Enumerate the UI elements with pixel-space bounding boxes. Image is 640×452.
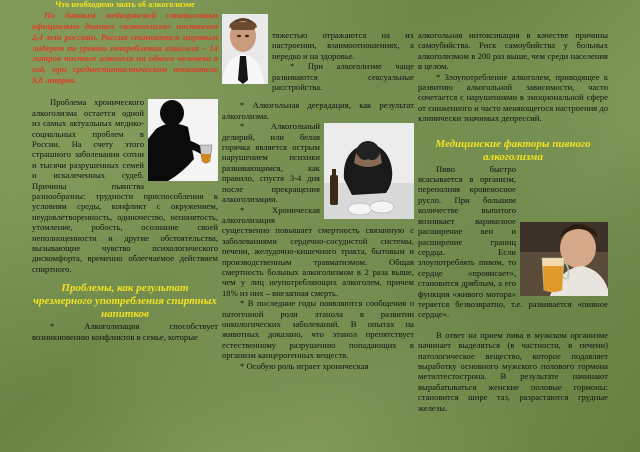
column-2	[222, 0, 414, 452]
special-role-paragraph: * Особую роль играет хроническая	[240, 360, 369, 371]
silhouette-drawing	[148, 99, 218, 181]
silhouette-man-with-glass-photo	[148, 99, 218, 181]
sexual-disorders-paragraph: * При алкоголизме чаще развиваются сексуальные расстройства.	[272, 61, 414, 93]
beer-factors-section-title: Медицинские факторы пивного алкоголизма	[435, 137, 591, 163]
degradation-paragraph: * Алкогольная деградация, как результат алкоголизма.	[222, 100, 414, 121]
alcoholism-problem-paragraph: Проблема хронического алкоголизма остается одной из самых актуальных медико-социальных проблем в России. На счету этого страшного заболевания сотни и тысячи разрушенных семей и искалеченных судеб. Причины пьянства разнообразны: трудности приспособления к условиям среды, конфликт с окружением, неудовлетворенность, одиночество, непонятость, утомление, робость, осознание своей неполноценности и другие обстоятельства, вызывающие чувство психологического дискомфорта, временно облегчаемое действием спиртного.	[32, 97, 218, 274]
head-in-hands-drawing	[324, 123, 414, 219]
delirium-paragraph: * Алкогольный делирий, или белая горячка является острым нарушением психики развивающимся, как правило, спустя 3-4 дня после прекращения алкоголизации.	[222, 121, 320, 205]
mortality-paragraph: * Хроническая алкоголизация существенно повышает смертность связанную с заболеваниями сердечно-сосудистой системы, печени, желудочно-кишечного тракта, бытовым и производственным травматизмом. Общая смертность больных алкоголизмом в 2 раза выше, чем у лиц неупотребляющих алкоголем, причем 18% из них – внезапная смерть.	[222, 204, 414, 298]
suicide-paragraph: алкогольная интоксикация в качестве причины самоубийства. Риск самоубийства у больных алкоголизмом в 200 раз выше, чем среди населения в целом.	[418, 30, 608, 72]
beer-heart-paragraph: Пиво быстро всасывается в организм, переполняя кровеносное русло. При большом количестве выпитого возникает варикозное расширение вен и расширение границ сердца. Если злоупотреблять пивом, то сердце «провисает», становится дряблым, а его функция «живого мотора» теряется безвозвратно, т.е. развивается «пивное сердце».	[418, 163, 608, 320]
man-head-in-hands-photo	[324, 123, 414, 219]
intro-statistics: По данным медицинской статистики официально диагноз «алкоголизм» поставлен 2,4 млн россиян. Россия становится мировым лидером по уровню потребления алкоголя – 14 литров чистого алкоголя на одного человека в год, при среднестатистическом показателе 9,8 литров.	[32, 10, 218, 85]
young-man-in-tie-photo	[222, 14, 268, 84]
mood-relationships-paragraph: тяжестью отражаются на их настроении, взаимоотношениях, а нередко и на здоровье.	[272, 30, 414, 61]
problems-section-title: Проблемы, как результат чрезмерного употребления спиртных напитков	[33, 282, 217, 321]
family-conflicts-paragraph: * Алкоголизация способствует возникновению конфликтов в семье, которые	[32, 321, 218, 342]
beer-hormones-paragraph: В ответ на прием пива в мужском организме начинает выделяться (в частности, в печени) патологическое вещество, которое подавляет выработку основного мужского полового гормона метилтестострона. В результате начинают вырабатываться женские половые гормоны: становится шире таз, разрастаются грудные железы.	[418, 329, 608, 413]
young-man-drawing	[222, 14, 268, 84]
beer-drinker-drawing	[520, 222, 608, 296]
column-1	[32, 0, 218, 452]
man-drinking-beer-photo	[520, 222, 608, 296]
main-heading: Что необходимо знать об алкоголизме	[55, 0, 195, 9]
oncology-paragraph: * В последние годы появляются сообщения о патогенной роли этанола в развитии онкологических заболеваний. В опытах на животных доказано, что этанол препятствует естественному разрушению попадающих в организм канцерогенных веществ.	[222, 298, 414, 361]
emotional-disorders-paragraph: * Злоупотребление алкоголем, приводящее к развитию алкогольной зависимости, часто сочетается с нарушениями в эмоциональной сфере от сниженного и часто меняющегося настроения до клинически значимых депрессий.	[418, 71, 608, 124]
column-3	[418, 0, 608, 452]
